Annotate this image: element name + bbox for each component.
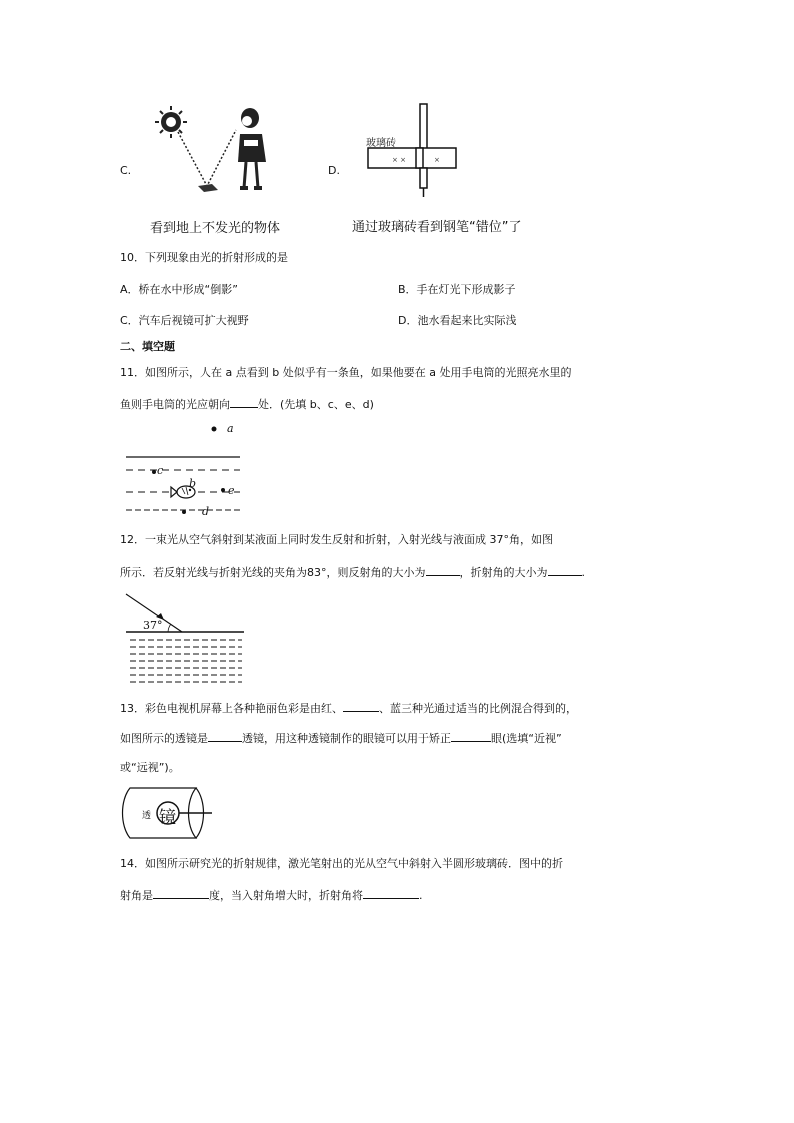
fig13-label-small: 透	[142, 811, 152, 821]
q13-blank-lens[interactable]	[208, 731, 242, 742]
q11-blank[interactable]	[230, 397, 258, 408]
q12-line2	[120, 565, 585, 580]
q13-text-d: 透镜，用这种透镜制作的眼镜可以用于矫正	[242, 732, 451, 745]
q14-text-b: 度，当入射角增大时，折射角将	[209, 889, 363, 902]
q14-line1: 14．如图所示研究光的折射规律，激光笔射出的光从空气中斜射入半圆形玻璃砖．图中的折	[120, 857, 563, 870]
q13-text-c: 如图所示的透镜是	[120, 732, 208, 745]
q13-line2	[120, 731, 562, 746]
q13-text-a: 13．彩色电视机屏幕上各种艳丽色彩是由红、	[120, 702, 343, 715]
q13-blank-eye[interactable]	[451, 731, 491, 742]
q14-text-a: 射角是	[120, 889, 153, 902]
q10-option-d: D．池水看起来比实际浅	[398, 314, 517, 327]
svg-text:× ×: × ×	[392, 156, 406, 164]
q14-line2	[120, 888, 423, 903]
q12-blank-refraction[interactable]	[548, 565, 582, 576]
q12-text-a: 所示．若反射光线与折射光线的夹角为83°，则反射角的大小为	[120, 566, 426, 579]
q11-text-b: 处．(先填 b、c、e、d)	[258, 398, 374, 411]
fig11-label-d: d	[202, 505, 210, 518]
fig11-label-c: c	[157, 464, 164, 477]
fig11-label-a: a	[227, 422, 234, 435]
q13-blank-color[interactable]	[343, 701, 379, 712]
q11-line2	[120, 397, 374, 412]
svg-text:×: ×	[434, 156, 440, 164]
glass-brick-label: 玻璃砖	[366, 138, 396, 149]
fig11-label-e: e	[228, 484, 235, 497]
q10-option-c: C．汽车后视镜可扩大视野	[120, 314, 249, 327]
q10-stem: 10．下列现象由光的折射形成的是	[120, 251, 288, 264]
fig11-label-b: b	[189, 477, 197, 490]
option-d-label: D.	[328, 164, 340, 177]
q13-line1	[120, 701, 577, 716]
q11-text-a: 鱼则手电筒的光应朝向	[120, 398, 230, 411]
q13-line3: 或“远视”)。	[120, 761, 180, 774]
q13-text-e: 眼(选填“近视”	[491, 732, 562, 745]
q12-text-c: .	[581, 566, 585, 579]
section-title: 二、填空题	[120, 340, 175, 353]
fig12-angle-label: 37°	[143, 619, 163, 632]
option-c-label: C.	[120, 164, 132, 177]
q12-blank-reflection[interactable]	[426, 565, 460, 576]
q12-text-b: ，折射角的大小为	[459, 566, 548, 579]
reflection-figure	[122, 588, 246, 686]
q14-blank-change[interactable]	[363, 888, 419, 899]
q11-line1: 11．如图所示，人在 a 点看到 b 处似乎有一条鱼，如果他要在 a 处用手电筒的光照亮水里的	[120, 366, 572, 379]
q14-blank-angle[interactable]	[153, 888, 209, 899]
q13-text-b: 、蓝三种光通过适当的比例混合得到的，	[379, 702, 577, 715]
sun-person-figure	[150, 104, 280, 200]
sun-icon	[155, 106, 187, 138]
glass-brick-pen-figure	[362, 102, 462, 200]
q14-text-c: .	[419, 889, 423, 902]
q12-line1: 12．一束光从空气斜射到某液面上同时发生反射和折射，入射光线与液面成 37°角，如图	[120, 533, 553, 546]
option-c-caption: 看到地上不发光的物体	[150, 221, 281, 236]
person-icon	[238, 108, 266, 190]
fish-figure	[122, 420, 246, 520]
option-d-caption: 通过玻璃砖看到钢笔“错位”了	[352, 220, 522, 235]
q10-option-a: A．桥在水中形成“倒影”	[120, 283, 238, 296]
fig13-label-big: 镜	[159, 808, 176, 828]
q10-option-b: B．手在灯光下形成影子	[398, 283, 516, 296]
